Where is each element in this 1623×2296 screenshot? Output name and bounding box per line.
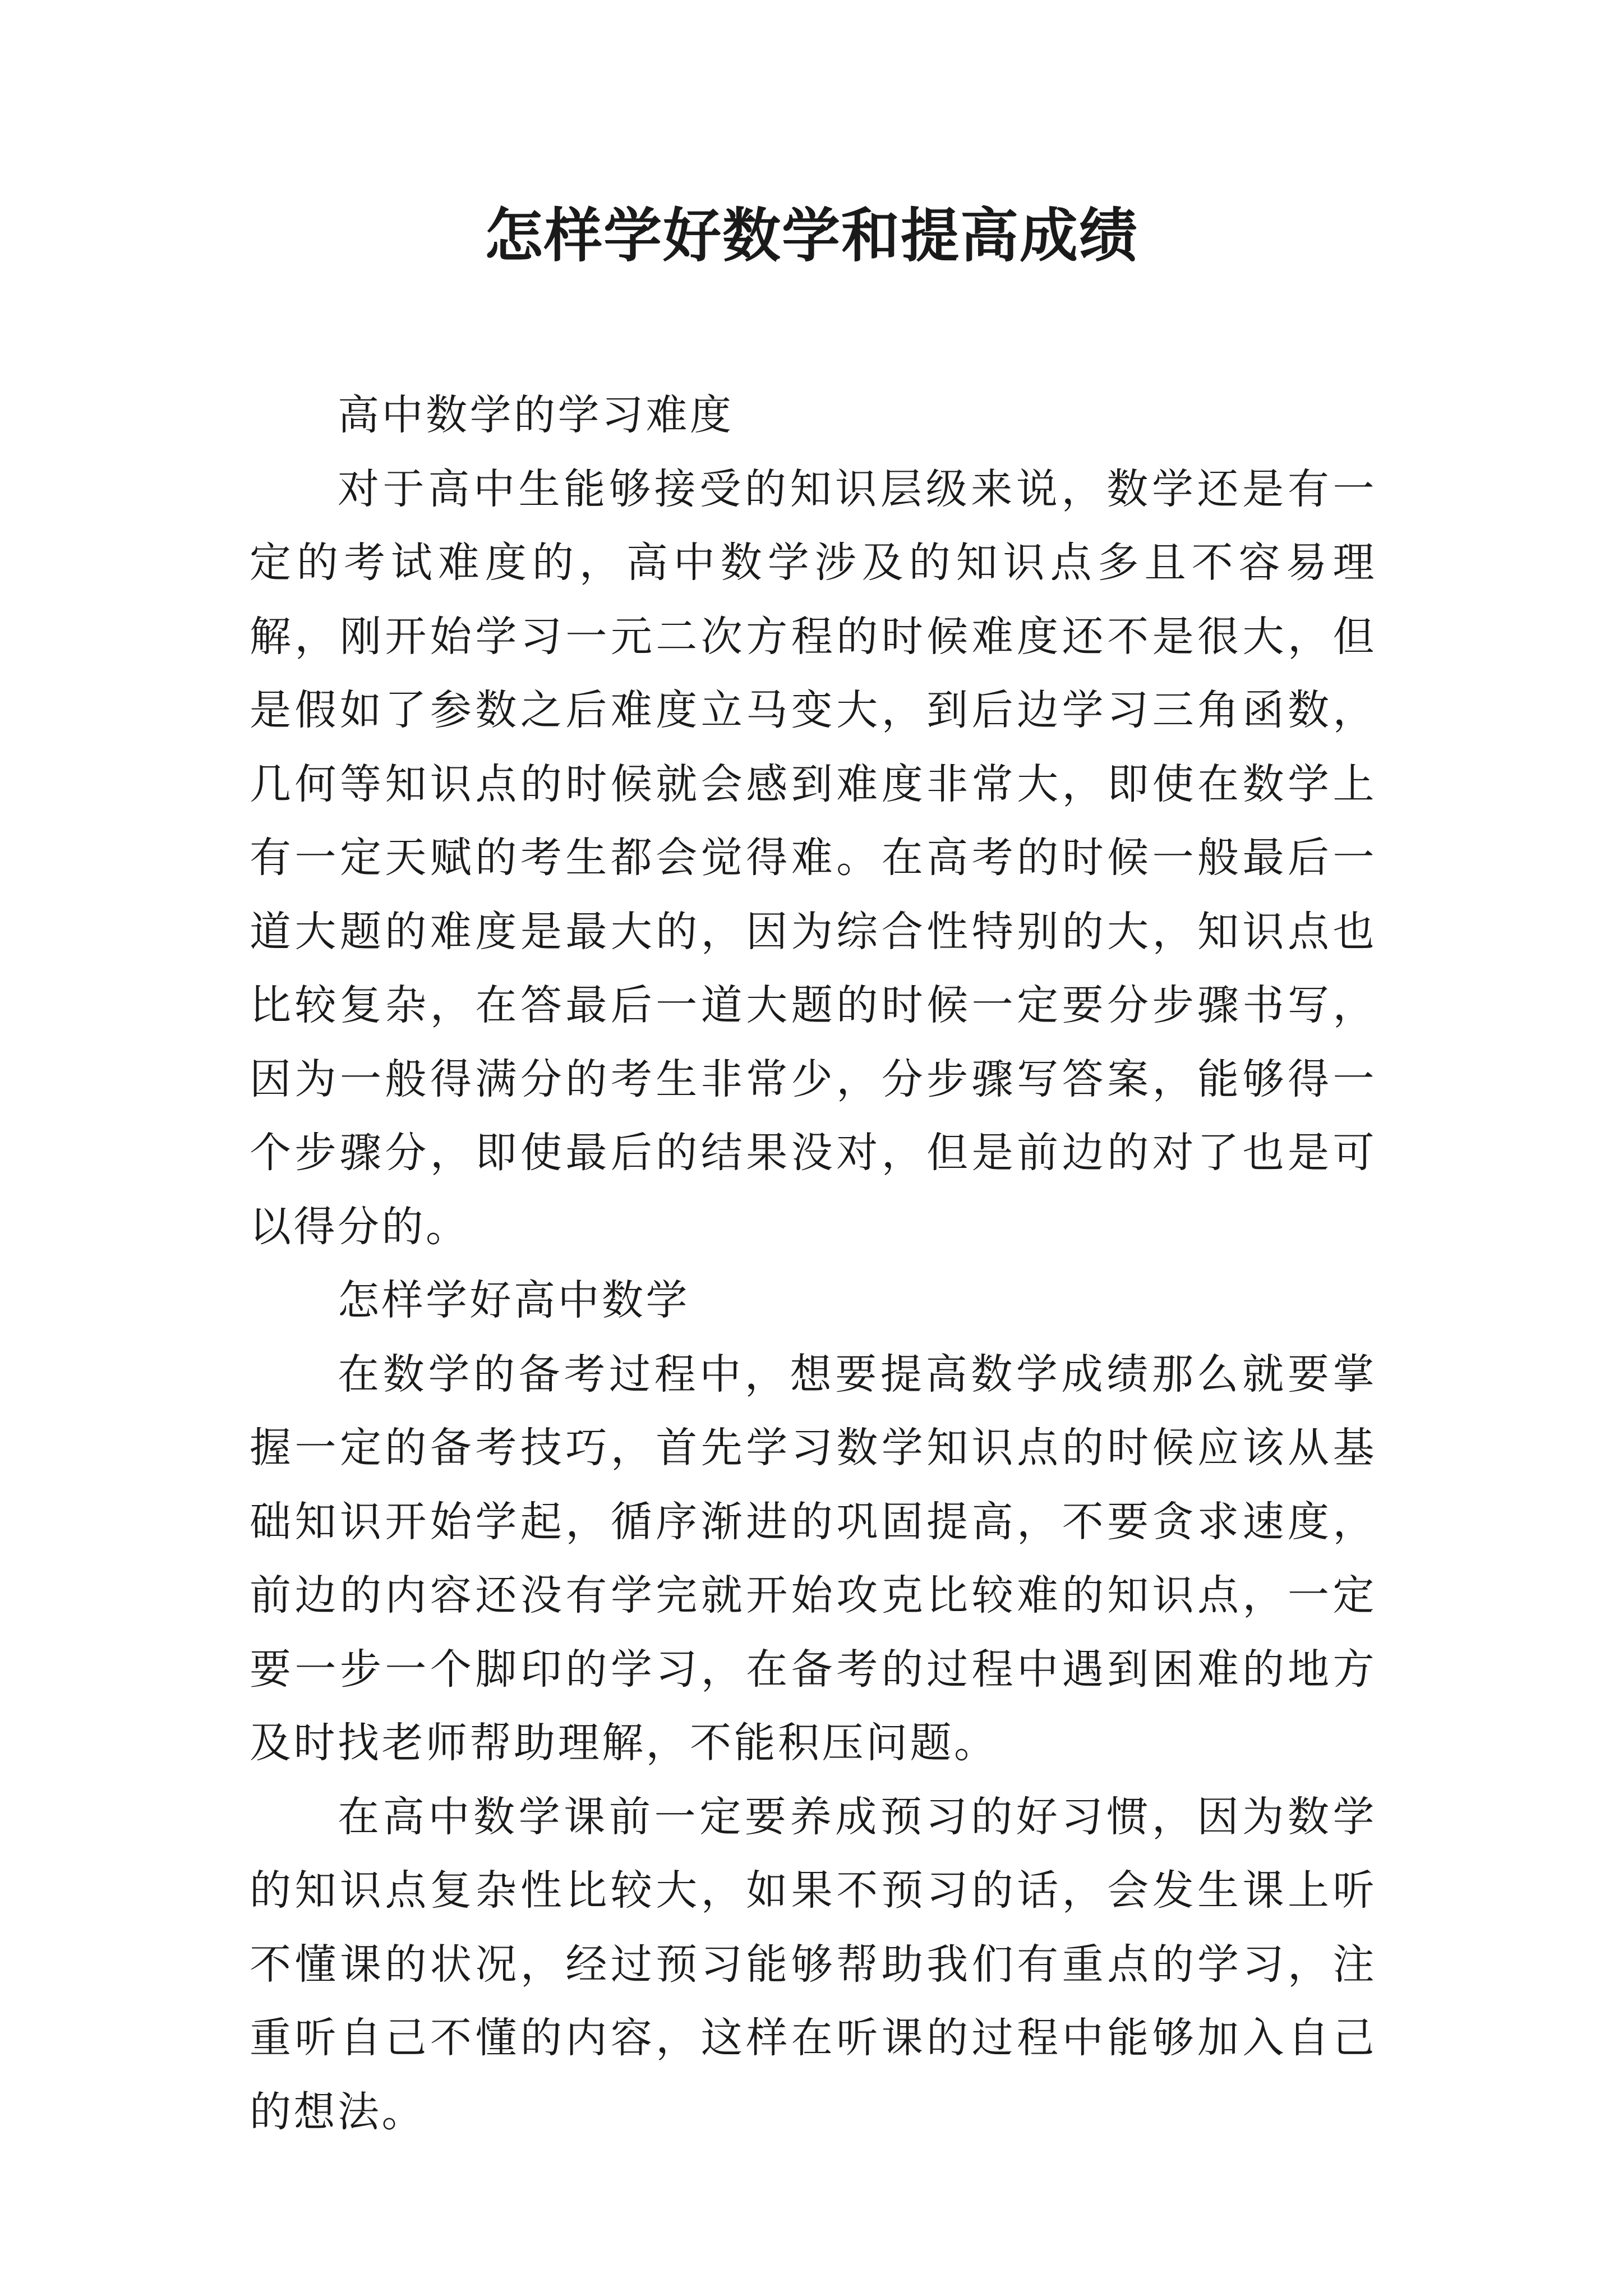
document-title: 怎样学好数学和提高成绩 — [484, 201, 1138, 270]
paragraph-preview-habit: 在高中数学课前一定要养成预习的好习惯，因为数学的知识点复杂性比较大，如果不预习的话，会发生课上听不懂课的状况，经过预习能够帮助我们有重点的学习，注重听自己不懂的内容，这样在听课的过程中能够加入自己的想法。 — [250, 1792, 1377, 2136]
document-body — [250, 379, 1377, 2149]
paragraph-study-tips: 在数学的备考过程中，想要提高数学成绩那么就要掌握一定的备考技巧，首先学习数学知识点的时候应该从基础知识开始学起，循序渐进的巩固提高，不要贪求速度，前边的内容还没有学完就开始攻克比较难的知识点，一定要一步一个脚印的学习，在备考的过程中遇到困难的地方及时找老师帮助理解，不能积压问题。 — [250, 1350, 1377, 1767]
paragraph-difficulty: 对于高中生能够接受的知识层级来说，数学还是有一定的考试难度的，高中数学涉及的知识点多且不容易理解，刚开始学习一元二次方程的时候难度还不是很大，但是假如了参数之后难度立马变大，到后边学习三角函数，几何等知识点的时候就会感到难度非常大，即使在数学上有一定天赋的考生都会觉得难。在高考的时候一般最后一道大题的难度是最大的，因为综合性特别的大，知识点也比较复杂，在答最后一道大题的时候一定要分步骤书写，因为一般得满分的考生非常少，分步骤写答案，能够得一个步骤分，即使最后的结果没对，但是前边的对了也是可以得分的。 — [250, 464, 1377, 1251]
section-heading-difficulty: 高中数学的学习难度 — [338, 391, 734, 439]
section-heading-how-to-learn: 怎样学好高中数学 — [338, 1276, 690, 1324]
